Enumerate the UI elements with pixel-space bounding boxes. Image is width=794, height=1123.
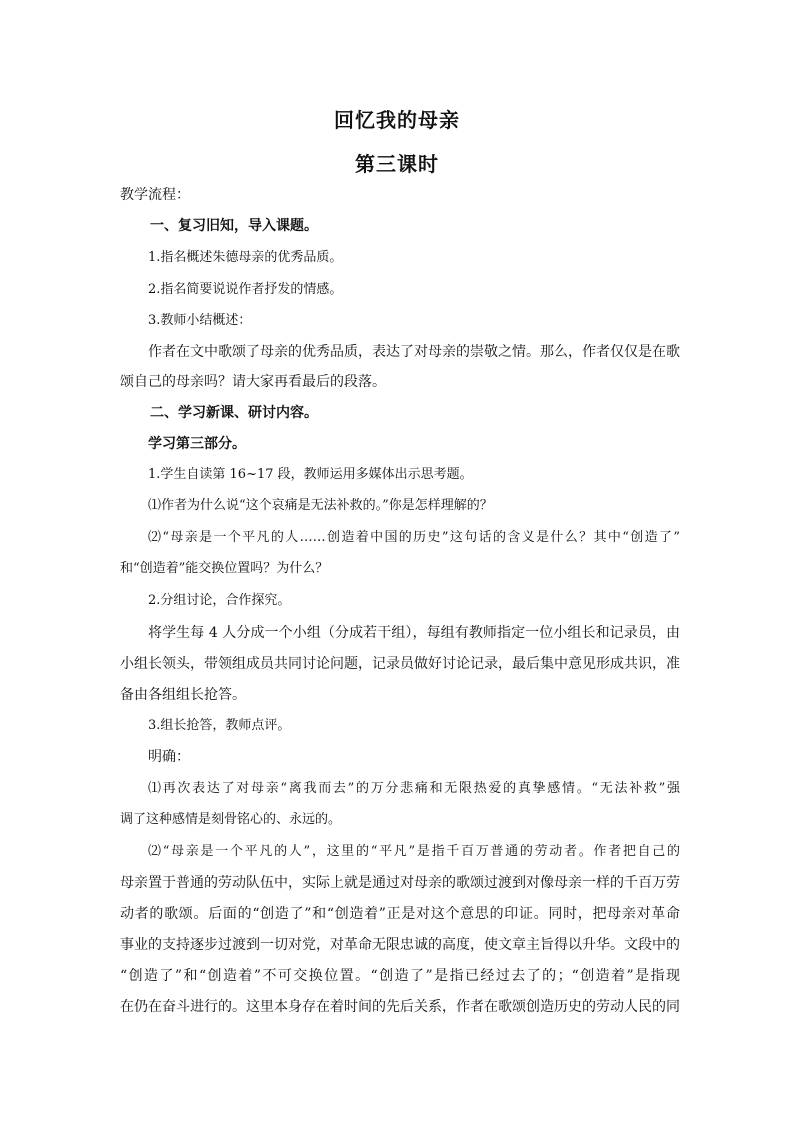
text-line: 母亲置于普通的劳动队伍中，实际上就是通过对母亲的歌颂过渡到对像母亲一样的千百万劳: [120, 875, 680, 891]
text-line: ⑵“母亲是一个平凡的人”，这里的“平凡”是指千百万普通的劳动者。作者把自己的: [148, 844, 680, 859]
text-line: 明确：: [148, 749, 190, 765]
document-title: 回忆我的母亲: [334, 108, 460, 132]
text-line: ⑵“母亲是一个平凡的人……创造着中国的历史”这句话的含义是什么？其中“创造了”: [148, 530, 680, 545]
text-line: 教学流程：: [120, 187, 190, 203]
text-line: 小组长领头，带领组成员共同讨论问题，记录员做好讨论记录，最后集中意见形成共识，准: [120, 656, 680, 672]
text-line: ⑴再次表达了对母亲“离我而去”的万分悲痛和无限热爱的真挚感情。“无法补救”强: [148, 781, 680, 796]
text-line: ⑴作者为什么说“这个哀痛是无法补救的。”你是怎样理解的？: [148, 498, 493, 513]
text-line: 作者在文中歌颂了母亲的优秀品质，表达了对母亲的崇敬之情。那么，作者仅仅是在歌: [148, 344, 680, 360]
text-line: 1.学生自读第 16~17 段，教师运用多媒体出示思考题。: [148, 467, 473, 482]
text-line: 3.教师小结概述：: [148, 313, 252, 328]
text-line: 在仍在奋斗进行的。这里本身存在着时间的先后关系，作者在歌颂创造历史的劳动人民的同: [120, 999, 680, 1015]
subsection-heading: 学习第三部分。: [148, 436, 246, 452]
document-subtitle: 第三课时: [355, 152, 439, 176]
text-line: 2.指名简要说说作者抒发的情感。: [148, 282, 343, 297]
text-line: 和“创造着”能交换位置吗？为什么？: [120, 561, 329, 576]
text-line: 2.分组讨论，合作探究。: [148, 593, 291, 608]
section-heading: 一、复习旧知，导入课题。: [150, 218, 318, 234]
text-line: 动者的歌颂。后面的“创造了”和“创造着”正是对这个意思的印证。同时，把母亲对革命: [120, 906, 680, 922]
text-line: “创造了”和“创造着”不可交换位置。“创造了”是指已经过去了的；“创造着”是指现: [120, 968, 680, 984]
text-line: 备由各组组长抢答。: [120, 687, 246, 703]
text-line: 调了这种感情是刻骨铭心的、永远的。: [120, 812, 342, 827]
section-heading: 二、学习新课、研讨内容。: [150, 405, 318, 421]
text-line: 3.组长抢答，教师点评。: [148, 718, 291, 733]
text-line: 事业的支持逐步过渡到一切对党，对革命无限忠诚的高度，使文章主旨得以升华。文段中的: [120, 937, 680, 953]
text-line: 将学生每 4 人分成一个小组（分成若干组），每组有教师指定一位小组长和记录员，由: [148, 625, 680, 641]
text-line: 颂自己的母亲吗？请大家再看最后的段落。: [120, 374, 386, 390]
text-line: 1.指名概述朱德母亲的优秀品质。: [148, 250, 343, 265]
